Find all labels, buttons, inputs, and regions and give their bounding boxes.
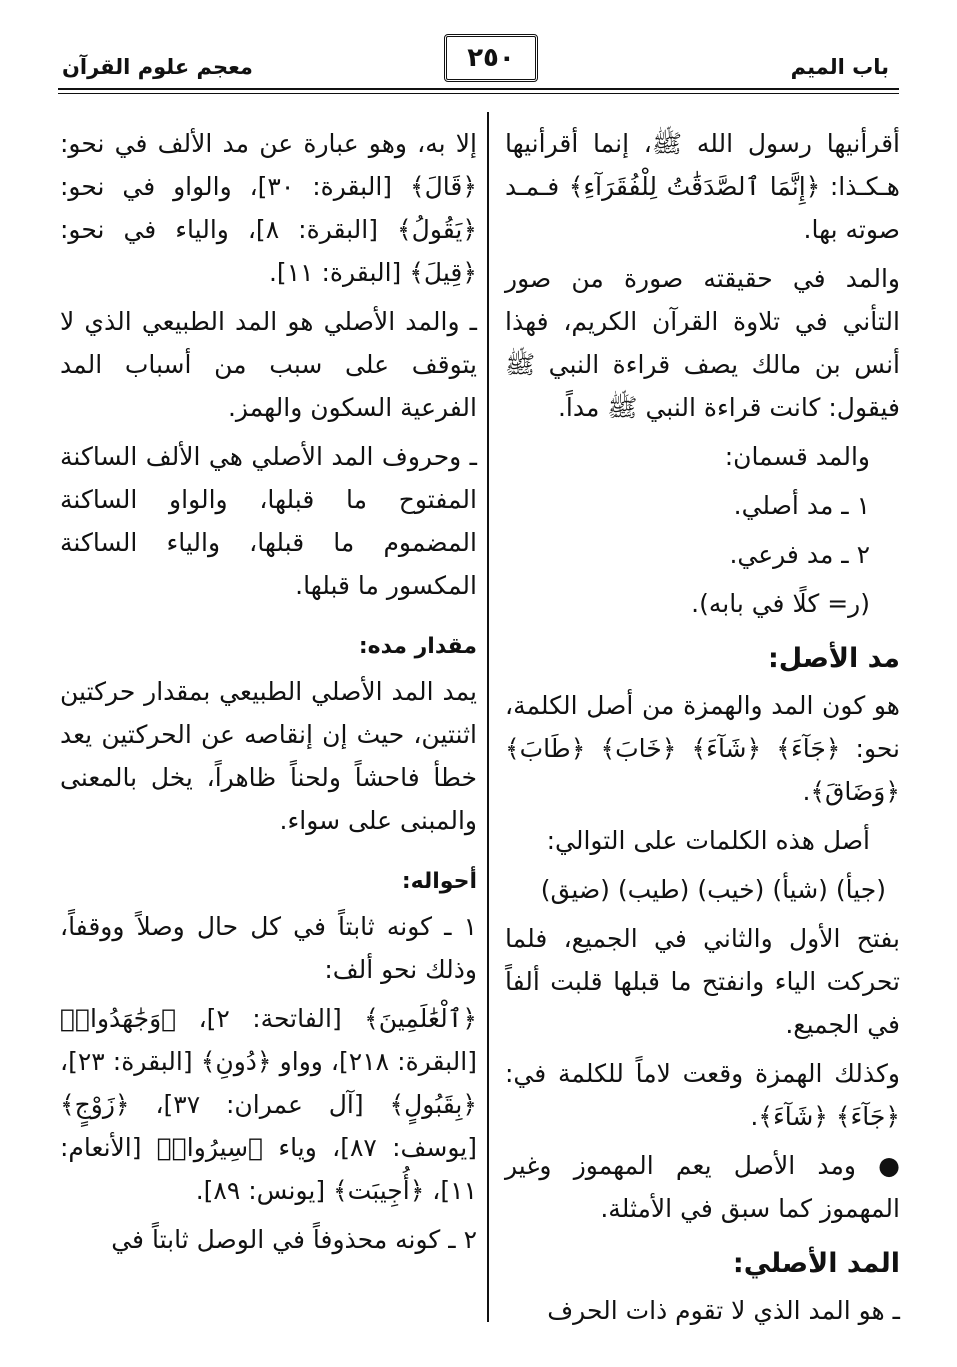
list-item: ١ ـ مد أصلي. [733,491,870,520]
paragraph: (جيأ) (شيأ) (خيب) (طيب) (ضيق) [540,875,886,904]
column-divider [487,112,489,1322]
paragraph: ﴿ٱلْعَٰلَمِينَ﴾ [الفاتحة: ٢]، ﴿وَجَٰهَدُوا۟﴾ [البقرة: ٢١٨]، وواو ﴿دُونِ﴾ [البقرة: ٢٣]، ﴿بِقَبُولٍ﴾ [آل عمران: ٣٧]، ﴿زَوْجٍ﴾ [يوسف: ٨٧]، وياء ﴿سِيرُوا۟﴾ [الأنعام: ١١]، ﴿أُجِيبَت﴾ [يونس: ٨٩]. [60,1004,477,1205]
chapter-title: باب الميم [790,55,889,79]
paragraph: ـ والمد الأصلي هو المد الطبيعي الذي لا يتوقف على سبب من أسباب المد الفرعية السكون والهمز. [60,307,477,422]
paragraph: ـ وحروف المد الأصلي هي الألف الساكنة المفتوح ما قبلها، والواو الساكنة المضموم ما قبلها، والياء الساكنة المكسور ما قبلها. [60,442,477,600]
left-column [60,122,477,1267]
paragraph: والمد قسمان: [724,442,870,471]
header-rule [58,88,899,90]
paragraph: والمد في حقيقته صورة من صور التأني في تلاوة القرآن الكريم، فهذا أنس بن مالك يصف قراءة النبي ﷺ فيقول: كانت قراءة النبي ﷺ مداً. [505,264,900,422]
section-heading: أحواله: [401,869,477,894]
list-item: ٢ ـ مد فرعي. [729,540,870,569]
paragraph: ـ هو المد الذي لا تقوم ذات الحرف [547,1296,900,1325]
paragraph: ٢ ـ كونه محذوفاً في الوصل ثابتاً في [111,1225,477,1254]
paragraph: أقرأنيها رسول الله ﷺ، إنما أقرأنيها هـكـذا: ﴿إِنَّمَا ٱلصَّدَقَٰتُ لِلْفُقَرَآءِ﴾ فـمـد صوته بها. [505,129,900,244]
paragraph: ١ ـ كونه ثابتاً في كل حال وصلاً ووقفاً، وذلك نحو ألف: [60,912,477,984]
book-title: معجم علوم القرآن [62,55,253,79]
paragraph: بفتح الأول والثاني في الجميع، فلما تحركت الياء وانفتح ما قبلها قلبت ألفاً في الجميع. [505,924,900,1039]
page-header [0,0,957,95]
paragraph: إلا به، وهو عبارة عن مد الألف في نحو: ﴿قَالَ﴾ [البقرة: ٣٠]، والواو في نحو: ﴿يَقُولُ﴾ [البقرة: ٨]، والياء في نحو: ﴿قِيلَ﴾ [البقرة: ١١]. [60,129,478,287]
section-heading: المد الأصلي: [732,1248,900,1279]
paragraph: وكذلك الهمزة وقعت لاماً للكلمة في: ﴿جَآءَ﴾ ﴿شَآءَ﴾. [505,1059,900,1131]
section-heading: مد الأصل: [767,643,900,674]
right-column [505,122,900,1338]
note-bullet: ● ومد الأصل يعم المهموز وغير المهموز كما سبق في الأمثلة. [505,1151,900,1223]
paragraph: هو كون المد والهمزة من أصل الكلمة، نحو: ﴿جَآءَ﴾ ﴿شَآءَ﴾ ﴿خَابَ﴾ ﴿طَابَ﴾ ﴿وَضَاقَ﴾. [505,691,900,806]
paragraph: أصل هذه الكلمات على التوالي: [546,826,870,855]
section-heading: مقدار مده: [358,634,477,659]
cross-reference: (ر= كلًا في بابه). [691,589,870,618]
paragraph: يمد المد الأصلي الطبيعي بمقدار حركتين اثنتين، حيث إن إنقاصه عن الحركتين يعد خطأ فاحشاً ولحناً ظاهراً، يخل بالمعنى والمبنى على سواء. [60,677,477,835]
page-number: ٢٥٠ [444,34,538,82]
header-rule-thin [58,93,899,94]
